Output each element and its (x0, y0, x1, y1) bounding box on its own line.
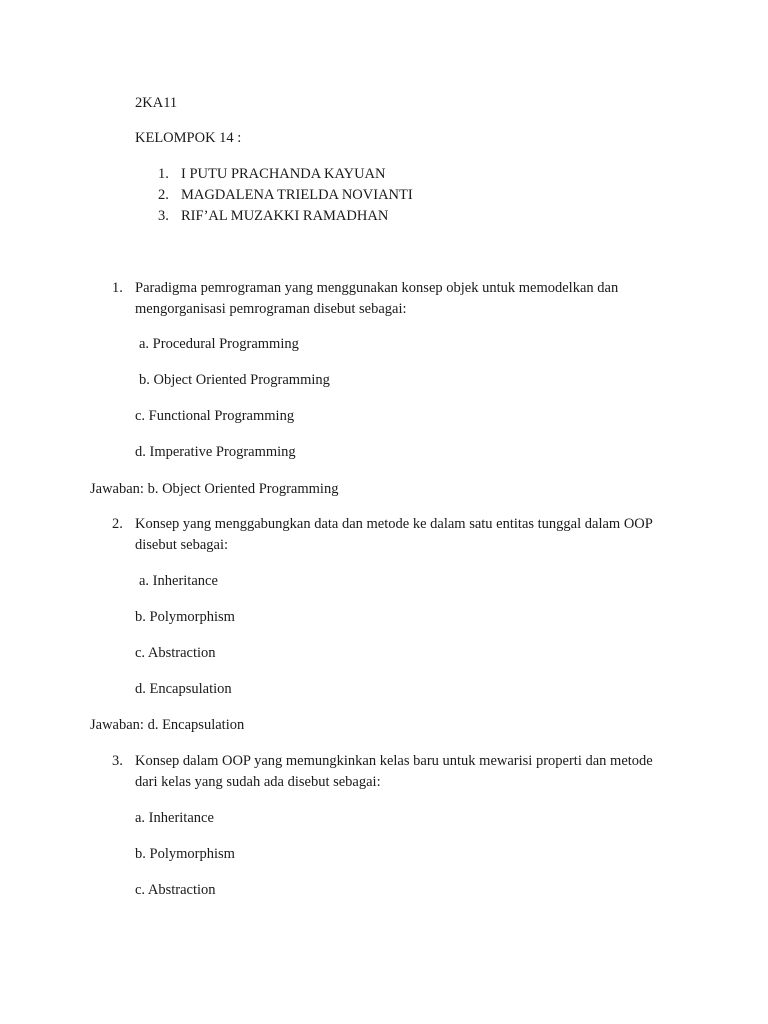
question-text: disebut sebagai: (135, 537, 229, 553)
answer-option: a. Inheritance (139, 573, 218, 589)
group-label: KELOMPOK 14 : (135, 130, 242, 146)
answer-option: d. Encapsulation (135, 681, 232, 697)
question-text: Paradigma pemrograman yang menggunakan konsep objek untuk memodelkan dan (135, 280, 619, 296)
question-number: 2. (112, 516, 123, 532)
answer-option: b. Polymorphism (135, 609, 235, 625)
answer-option: a. Inheritance (135, 810, 214, 826)
member-name: I PUTU PRACHANDA KAYUAN (181, 166, 386, 182)
answer-option: b. Object Oriented Programming (139, 372, 330, 388)
answer-option: a. Procedural Programming (139, 336, 299, 352)
question-number: 3. (112, 753, 123, 769)
member-number: 3. (158, 208, 169, 224)
answer-option: c. Abstraction (135, 882, 216, 898)
member-name: MAGDALENA TRIELDA NOVIANTI (181, 187, 413, 203)
answer-option: c. Functional Programming (135, 408, 295, 424)
question-text: mengorganisasi pemrograman disebut sebagai: (135, 301, 407, 317)
member-number: 1. (158, 166, 169, 182)
question-text: dari kelas yang sudah ada disebut sebagai: (135, 774, 381, 790)
answer-option: c. Abstraction (135, 645, 216, 661)
question-text: Konsep dalam OOP yang memungkinkan kelas baru untuk mewarisi properti dan metode (135, 753, 653, 769)
member-number: 2. (158, 187, 169, 203)
question-text: Konsep yang menggabungkan data dan metode ke dalam satu entitas tunggal dalam OOP (135, 516, 653, 532)
answer-option: d. Imperative Programming (135, 444, 296, 460)
question-number: 1. (112, 280, 123, 296)
answer-key: Jawaban: d. Encapsulation (90, 717, 245, 733)
answer-key: Jawaban: b. Object Oriented Programming (90, 481, 339, 497)
answer-option: b. Polymorphism (135, 846, 235, 862)
class-code: 2KA11 (135, 95, 178, 111)
member-name: RIF’AL MUZAKKI RAMADHAN (181, 208, 389, 224)
